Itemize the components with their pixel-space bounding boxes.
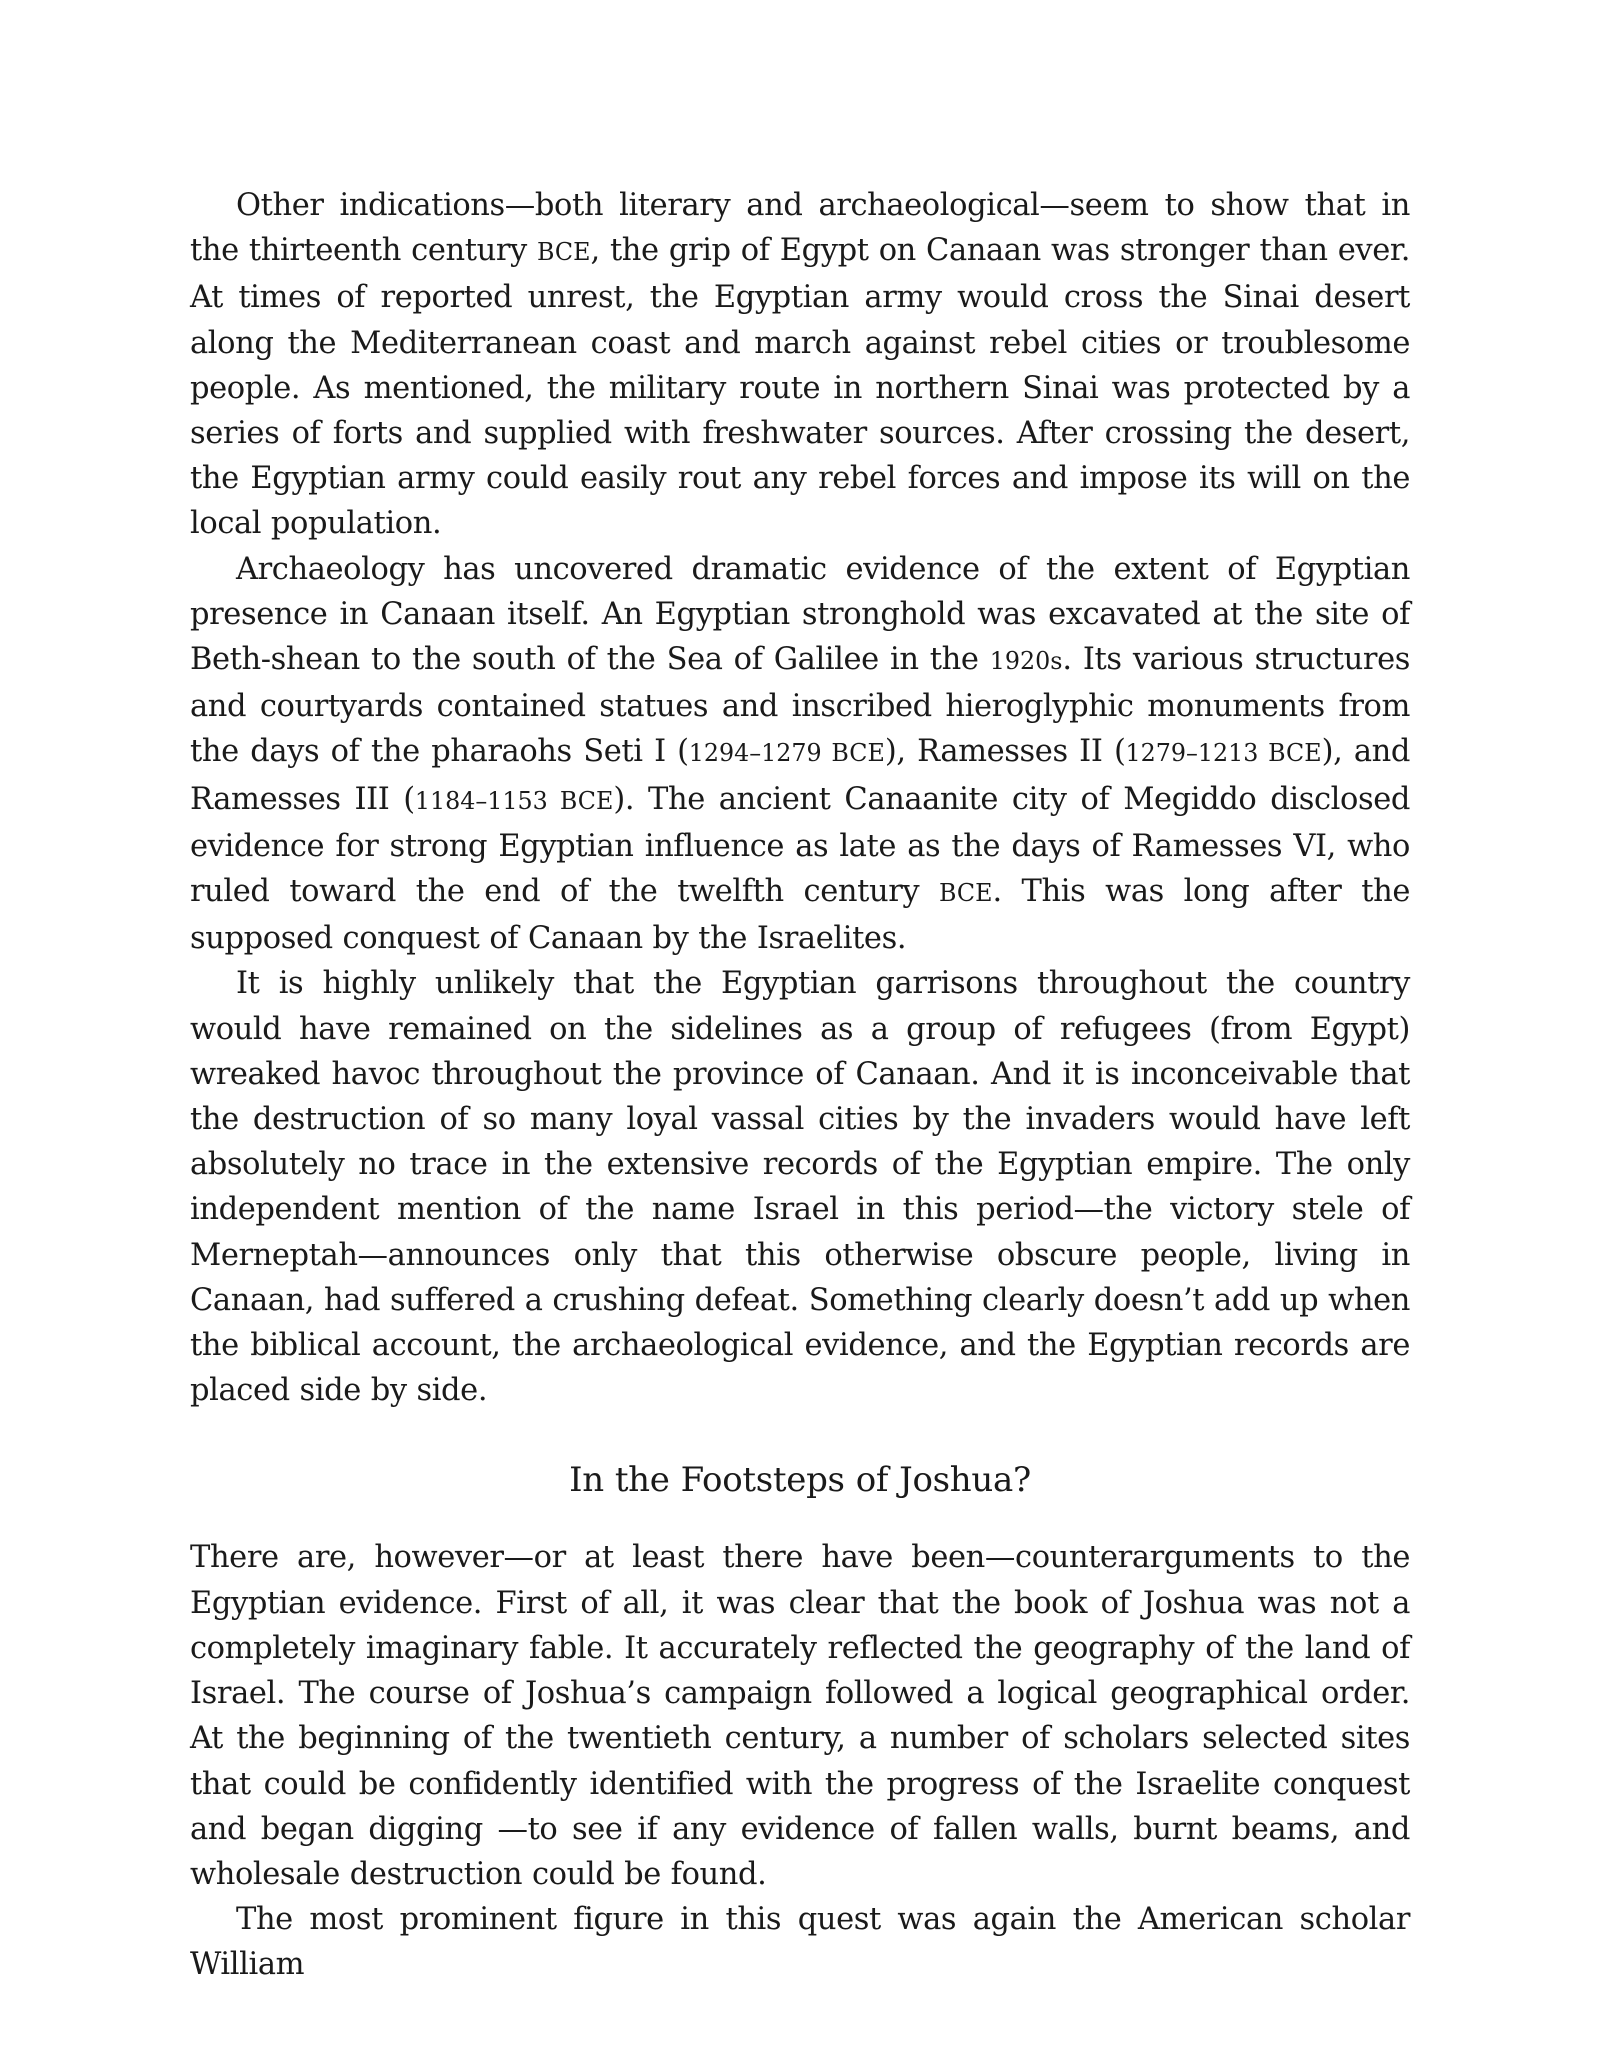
body-text-section	[190, 1535, 1410, 1987]
body-text-top	[190, 183, 1410, 1413]
paragraph-text: ). The ancient Canaanite city of Megiddo disclosed evidence for strong Egyptian influence as late as the days of Ramesses VI, who ruled toward the end of the twelfth century	[190, 781, 1410, 910]
small-caps-text: BCE	[537, 238, 591, 267]
paragraph-text: There are, however—or at least there have been—counterarguments to the Egyptian evidence. First of all, it was clear that the book of Joshua was not a completely imaginary fable. It accurately reflected the geography of the land of Israel. The course of Joshua’s campaign followed a logical geographical order. At the beginning of the twentieth century, a number of scholars selected sites that could be confidently identified with the progress of the Israelite conquest and began digging —to see if any evidence of fallen walls, burnt beams, and wholesale destruction could be found.	[190, 1540, 1410, 1892]
small-caps-text: BCE	[939, 879, 993, 908]
paragraph-text: . This was long after the supposed conquest of Canaan by the Israelites.	[190, 874, 1410, 957]
paragraph	[190, 961, 1410, 1413]
paragraph	[190, 183, 1410, 547]
paragraph-text: The most prominent figure in this quest was again the American scholar William	[190, 1902, 1410, 1983]
paragraph	[190, 547, 1410, 962]
paragraph-text: Archaeology has uncovered dramatic evidence of the extent of Egyptian presence in Canaan itself. An Egyptian stronghold was excavated at the site of Beth-shean to the south of the Sea of Galilee in the	[190, 551, 1410, 678]
paragraph-text: Other indications—both literary and archaeological—seem to show that in the thirteenth century	[190, 188, 1410, 269]
paragraph-text: It is highly unlikely that the Egyptian garrisons throughout the country would have remained on the sidelines as a group of refugees (from Egypt) wreaked havoc throughout the province of Canaan. And it is inconceivable that the destruction of so many loyal vassal cities by the invaders would have left absolutely no trace in the extensive records of the Egyptian empire. The only independent mention of the name Israel in this period—the victory stele of Merneptah—announces only that this otherwise obscure people, living in Canaan, had suffered a crushing defeat. Something clearly doesn’t add up when the biblical account, the archaeological evidence, and the Egyptian records are placed side by side.	[190, 966, 1410, 1409]
paragraph	[190, 1535, 1410, 1897]
paragraph-text: ), Ramesses II (	[884, 734, 1126, 770]
small-caps-text: 1294–1279 BCE	[688, 739, 885, 768]
paragraph-text: . Its various structures and courtyards contained statues and inscribed hieroglyphic monuments from the days of the pharaohs Seti I (	[190, 642, 1410, 770]
paragraph-text: ), and Ramesses III (	[190, 734, 1411, 817]
paragraph	[190, 1897, 1410, 1987]
paragraph-text: , the grip of Egypt on Canaan was stronger than ever. At times of reported unrest, the Egyptian army would cross the Sinai desert along the Mediterranean coast and march against rebel cities or troublesome people. As mentioned, the military route in northern Sinai was protected by a series of forts and supplied with freshwater sources. After crossing the desert, the Egyptian army could easily rout any rebel forces and impose its will on the local population.	[190, 233, 1410, 542]
section-heading: In the Footsteps of Joshua?	[569, 1460, 1031, 1501]
book-page	[190, 183, 1410, 1988]
small-caps-text: 1279–1213 BCE	[1125, 739, 1322, 768]
small-caps-text: 1920s	[989, 647, 1063, 676]
small-caps-text: 1184–1153 BCE	[414, 786, 614, 815]
